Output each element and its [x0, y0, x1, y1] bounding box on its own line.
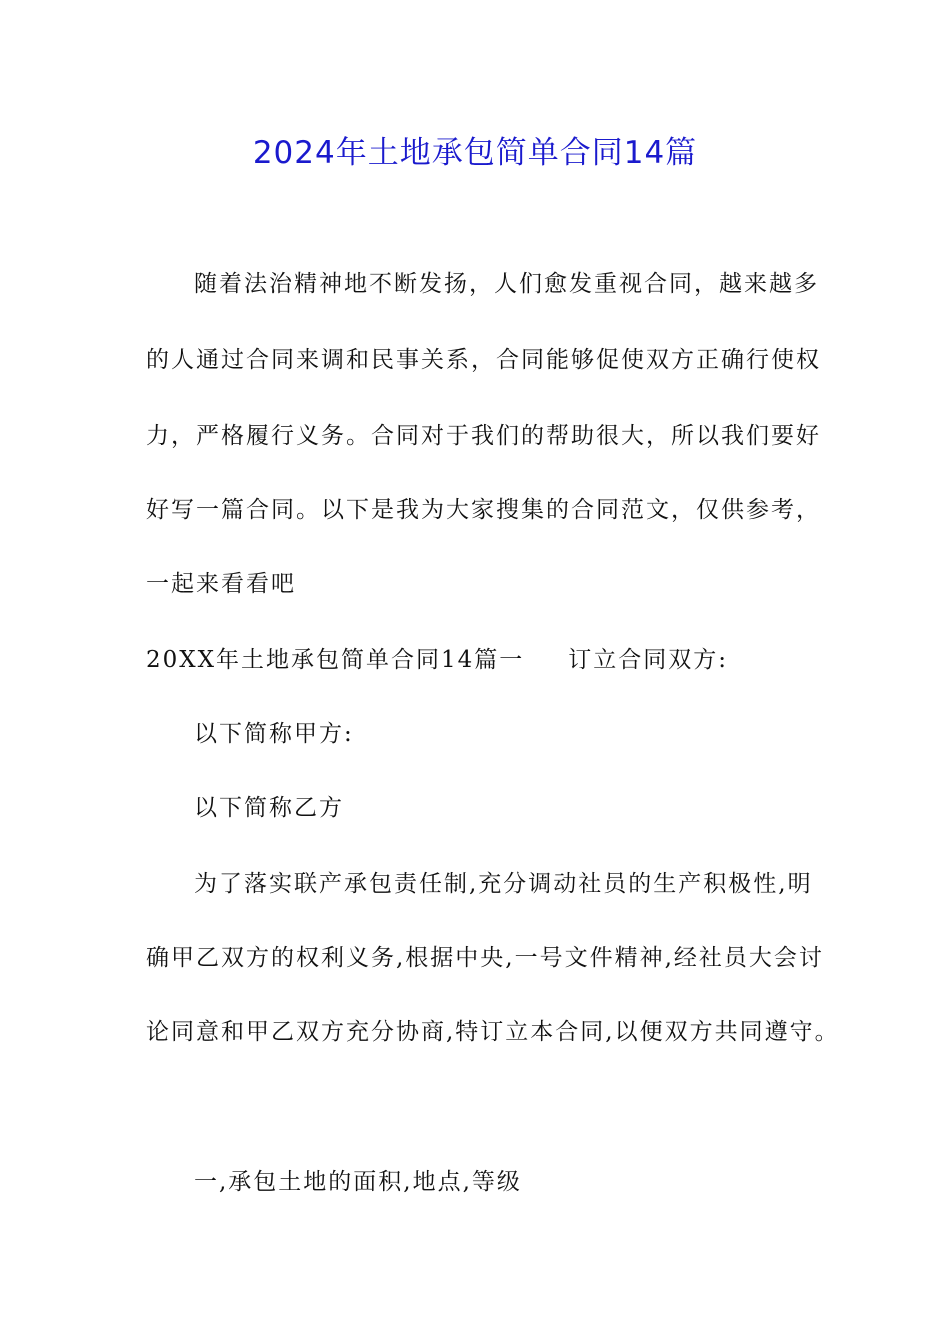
parties-label: 订立合同双方:: [568, 647, 729, 673]
purpose-line-3: 论同意和甲乙双方充分协商,特订立本合同,以便双方共同遵守。: [146, 1019, 840, 1045]
intro-line-5: 一起来看看吧: [146, 571, 296, 597]
document-title: 2024年土地承包简单合同14篇: [252, 135, 698, 171]
clause-1-heading: 一,承包土地的面积,地点,等级: [194, 1169, 522, 1195]
party-b-line: 以下简称乙方: [194, 795, 344, 821]
purpose-line-2: 确甲乙双方的权利义务,根据中央,一号文件精神,经社员大会讨: [146, 945, 824, 971]
intro-line-2: 的人通过合同来调和民事关系，合同能够促使双方正确行使权: [146, 347, 821, 373]
party-a-line: 以下简称甲方:: [194, 721, 354, 747]
section-heading: 20XX年土地承包简单合同14篇一: [146, 647, 525, 673]
intro-line-4: 好写一篇合同。以下是我为大家搜集的合同范文，仅供参考，: [146, 497, 821, 523]
intro-line-3: 力，严格履行义务。合同对于我们的帮助很大，所以我们要好: [146, 423, 821, 449]
purpose-line-1: 为了落实联产承包责任制,充分调动社员的生产积极性,明: [194, 871, 813, 897]
intro-line-1: 随着法治精神地不断发扬，人们愈发重视合同，越来越多: [194, 271, 819, 297]
section-heading-row: [146, 640, 728, 680]
